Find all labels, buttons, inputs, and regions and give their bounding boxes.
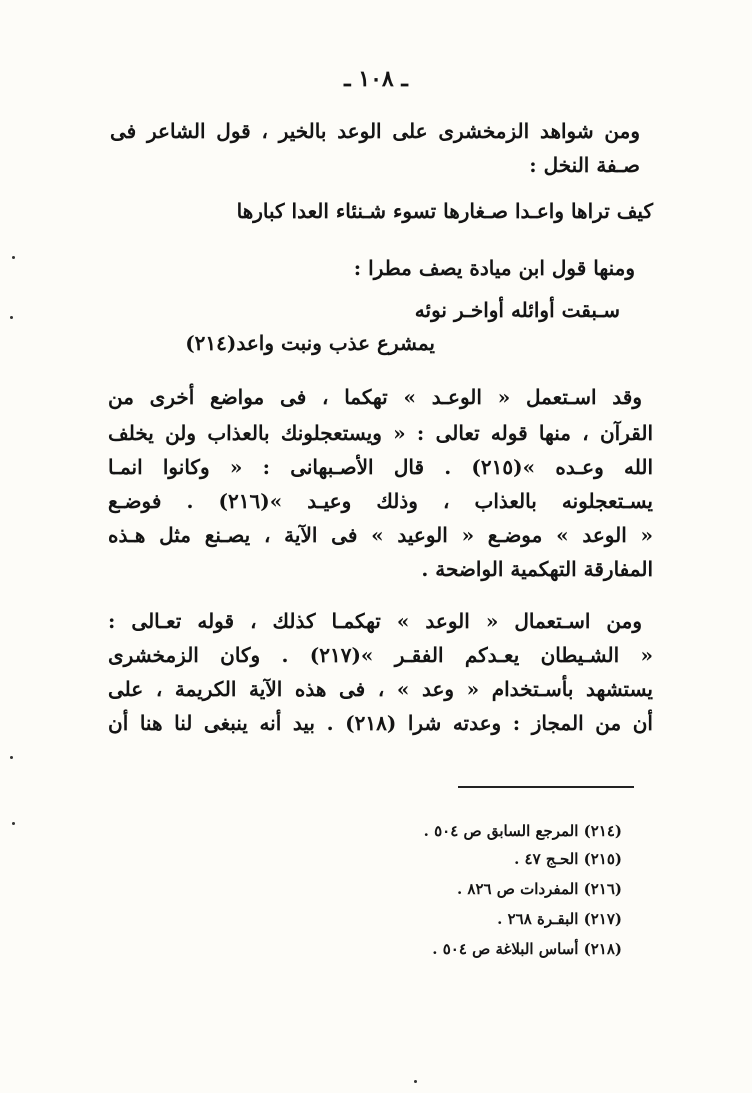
scan-speck [12, 822, 15, 825]
paragraph-1-line-4: يسـتعجلونه بالعذاب ، وذلك وعيـد »(٢١٦) . فوضـع [108, 489, 654, 513]
footnote-215: (٢١٥) الحـج ٤٧ . [514, 850, 622, 868]
page-number: ـ ١٠٨ ـ [344, 66, 408, 92]
intro-line-3: ومنها قول ابن ميادة يصف مطرا : [353, 256, 635, 280]
paragraph-1-line-3: الله وعـده »(٢١٥) . قال الأصـبهانى : « وكانوا انمـا [108, 455, 653, 479]
paragraph-2-line-3: يستشهد بأسـتخدام « وعد » ، فى هذه الآية الكريمة ، على [108, 677, 653, 701]
paragraph-1-line-2: القرآن ، منها قوله تعالى : « ويستعجلونك بالعذاب ولن يخلف [108, 421, 653, 445]
scan-speck [10, 316, 13, 319]
paragraph-2-line-4: أن من المجاز : وعدته شرا (٢١٨) . بيد أنه ينبغى لنا هنا أن [108, 711, 653, 735]
verse-1: كيف تراها واعـدا صـغارها تسوء شـنئاء العدا كبارها [236, 199, 653, 223]
paragraph-2-line-2: « الشـيطان يعـدكم الفقـر »(٢١٧) . وكان الزمخشرى [108, 643, 653, 667]
paragraph-1-line-6: المفارقة التهكمية الواضحة . [421, 557, 653, 581]
footnote-separator [458, 786, 634, 788]
paragraph-1-line-5: « الوعد » موضـع « الوعيد » فى الآية ، يصـنع مثل هـذه [108, 523, 653, 547]
intro-line-2: صـفة النخل : [529, 153, 640, 177]
paragraph-2-line-1: ومن اسـتعمال « الوعد » تهكمـا كذلك ، قوله تعـالى : [108, 609, 642, 633]
footnote-214: (٢١٤) المرجع السابق ص ٥٠٤ . [423, 822, 622, 840]
footnote-218: (٢١٨) أساس البلاغة ص ٥٠٤ . [432, 940, 622, 958]
scan-speck [12, 256, 15, 259]
verse-2-first-hemistich: سـبقت أوائله أواخـر نوئه [414, 298, 620, 322]
scan-speck [10, 756, 13, 759]
scan-speck [414, 1080, 417, 1083]
paragraph-1-line-1: وقد اسـتعمل « الوعـد » تهكما ، فى مواضع أخرى من [108, 385, 642, 409]
verse-2-second-hemistich: يمشرع عذب ونبت واعد(٢١٤) [185, 331, 435, 355]
intro-line-1: ومن شواهد الزمخشرى على الوعد بالخير ، قول الشاعر فى [110, 119, 640, 143]
footnote-216: (٢١٦) المفردات ص ٨٢٦ . [456, 880, 622, 898]
footnote-217: (٢١٧) البقـرة ٢٦٨ . [497, 910, 622, 928]
